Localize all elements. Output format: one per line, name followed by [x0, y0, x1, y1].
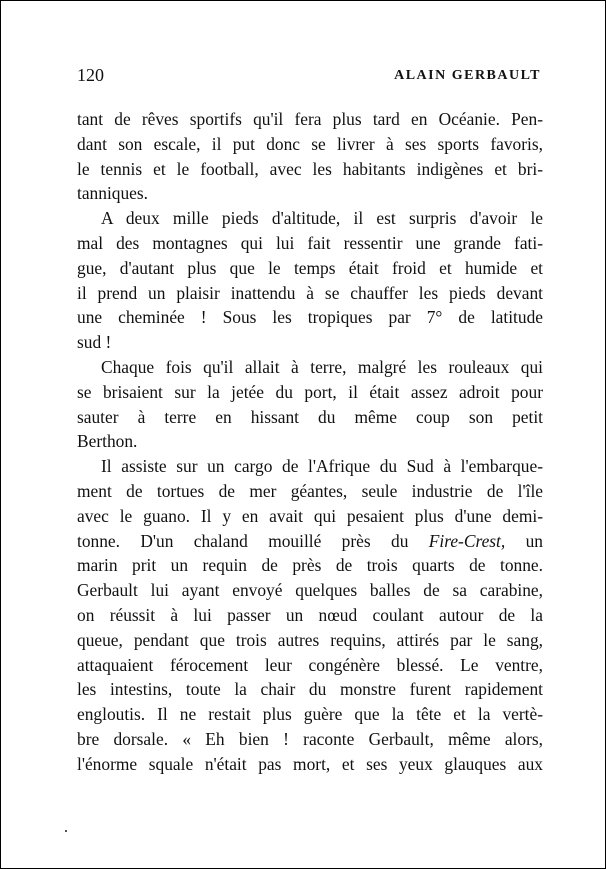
text-line: sud ! — [77, 332, 112, 353]
ship-name: Fire-Crest, — [428, 530, 506, 551]
body-text — [77, 107, 543, 777]
text-line: bre dorsale. « Eh bien ! raconte Gerbault, même alors, — [77, 728, 543, 749]
text-line: Chaque fois qu'il allait à terre, malgré les rouleaux qui — [101, 356, 543, 377]
text-line: Gerbault lui ayant envoyé quelques balles de sa carabine, — [77, 580, 543, 601]
text-line: dant son escale, il put donc se livrer à ses sports favoris, — [77, 133, 543, 154]
text-line: A deux mille pieds d'altitude, il est surpris d'avoir le — [101, 208, 543, 229]
text-line: une cheminée ! Sous les tropiques par 7° de latitude — [77, 307, 543, 328]
text-line: tant de rêves sportifs qu'il fera plus tard en Océanie. Pen- — [77, 109, 543, 129]
text-line: le tennis et le football, avec les habitants indigènes et bri- — [77, 158, 543, 179]
text-line: ment de tortues de mer géantes, seule industrie de l'île — [77, 480, 543, 501]
running-head-author: ALAIN GERBAULT — [394, 68, 541, 83]
running-head — [77, 65, 541, 89]
text-line: engloutis. Il ne restait plus guère que la tête et la vertè- — [77, 704, 543, 725]
text-line: avec le guano. Il y en avait qui pesaient plus d'une demi- — [77, 505, 543, 526]
text-line: les intestins, toute la chair du monstre furent rapidement — [77, 679, 543, 700]
text-line — [77, 529, 543, 554]
text-line: il prend un plaisir inattendu à se chauffer les pieds devant — [77, 282, 543, 303]
text-line: marin prit un requin de près de trois quarts de tonne. — [77, 555, 543, 576]
text-line: queue, pendant que trois autres requins, attirés par le sang, — [77, 629, 543, 650]
text-segment: tonne. D'un chaland mouillé près du — [77, 530, 409, 551]
scan-speck — [65, 830, 67, 832]
text-line: Il assiste sur un cargo de l'Afrique du Sud à l'embarque- — [101, 456, 543, 477]
text-line: mal des montagnes qui lui fait ressentir une grande fati- — [77, 232, 543, 253]
text-line: on réussit à lui passer un nœud coulant autour de la — [77, 604, 543, 625]
text-line: se brisaient sur la jetée du port, il était assez adroit pour — [77, 381, 543, 402]
text-line: sauter à terre en hissant du même coup son petit — [77, 406, 543, 427]
text-segment: un — [525, 530, 543, 551]
text-line: Berthon. — [77, 431, 138, 452]
text-line: attaquaient férocement leur congénère blessé. Le ventre, — [77, 654, 543, 675]
text-line: l'énorme squale n'était pas mort, et ses yeux glauques aux — [77, 753, 543, 774]
text-line: gue, d'autant plus que le temps était froid et humide et — [77, 257, 543, 278]
text-line: tanniques. — [77, 183, 148, 204]
page-number: 120 — [77, 65, 104, 85]
